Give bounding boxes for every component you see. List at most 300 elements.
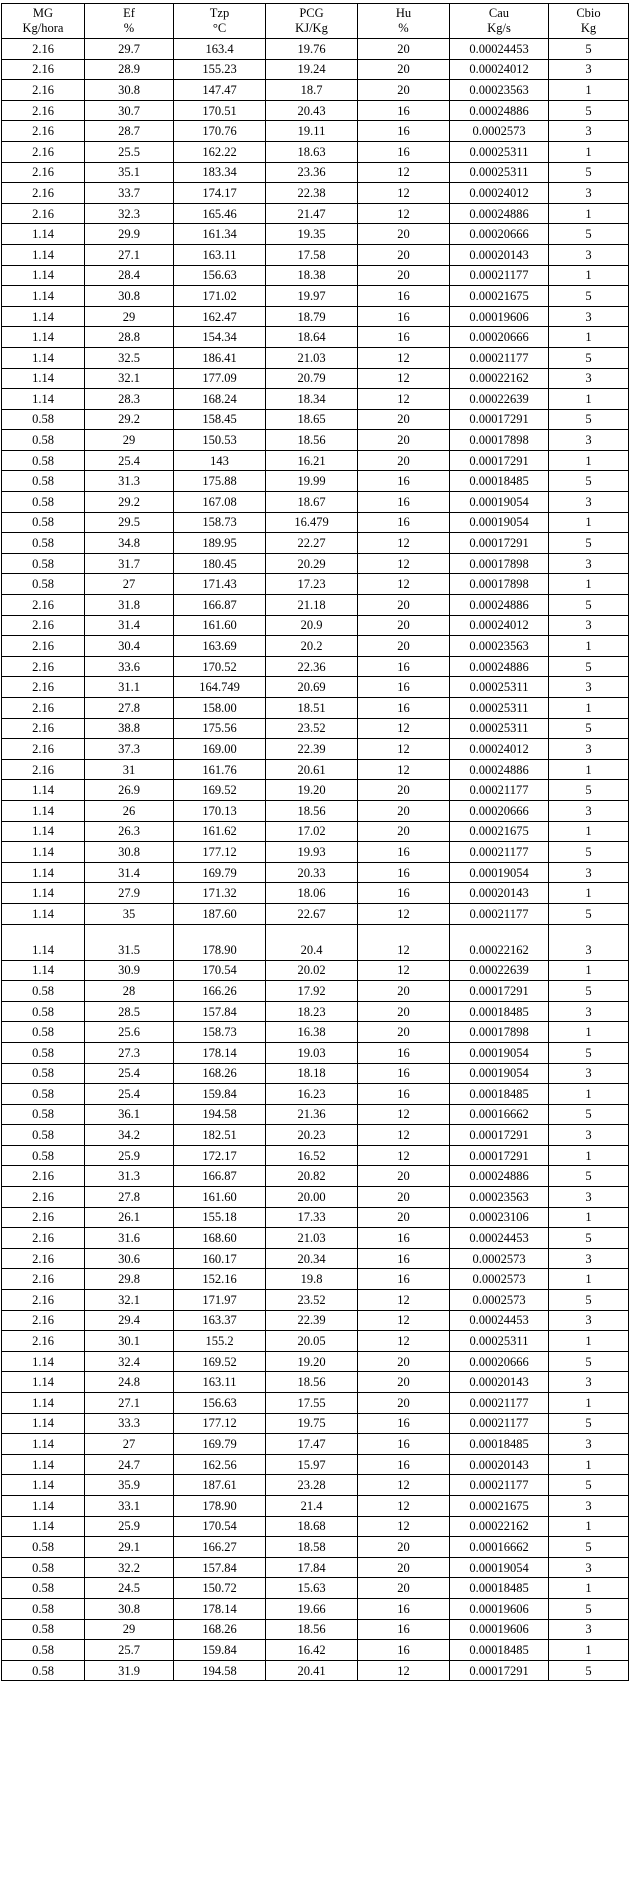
cell-mg: 0.58: [2, 1145, 85, 1166]
cell-cau: 0.00017898: [450, 574, 549, 595]
cell-pcg: 23.52: [266, 1290, 358, 1311]
cell-mg: 0.58: [2, 1001, 85, 1022]
cell-mg: 1.14: [2, 286, 85, 307]
cell-hu: 12: [358, 960, 450, 981]
cell-ef: 27.1: [85, 1393, 174, 1414]
table-row: [2, 1063, 629, 1084]
cell-mg: 0.58: [2, 471, 85, 492]
cell-cau: 0.00020666: [450, 1351, 549, 1372]
cell-pcg: 18.64: [266, 327, 358, 348]
cell-pcg: 17.55: [266, 1393, 358, 1414]
cell-cbio: 1: [549, 636, 629, 657]
header-pcg: [266, 4, 358, 39]
cell-ef: 27.8: [85, 698, 174, 719]
cell-tzp: 157.84: [174, 1001, 266, 1022]
cell-cbio: 5: [549, 1166, 629, 1187]
cell-pcg: 17.33: [266, 1207, 358, 1228]
cell-cbio: 3: [549, 1619, 629, 1640]
cell-mg: 1.14: [2, 883, 85, 904]
table-row: [2, 327, 629, 348]
cell-mg: 0.58: [2, 1063, 85, 1084]
cell-tzp: 166.87: [174, 1166, 266, 1187]
cell-ef: 32.5: [85, 347, 174, 368]
header-mg-name: MG: [32, 6, 54, 20]
table-row: [2, 862, 629, 883]
header-hu-name: Hu: [395, 6, 412, 20]
cell-ef: 25.4: [85, 450, 174, 471]
cell-cbio: 1: [549, 1516, 629, 1537]
cell-mg: 0.58: [2, 1640, 85, 1661]
table-row: [2, 368, 629, 389]
cell-pcg: 19.75: [266, 1413, 358, 1434]
cell-hu: 20: [358, 1166, 450, 1187]
cell-cau: 0.00025311: [450, 141, 549, 162]
cell-cbio: 1: [549, 80, 629, 101]
cell-tzp: 163.11: [174, 1372, 266, 1393]
cell-mg: 0.58: [2, 1042, 85, 1063]
cell-hu: 20: [358, 821, 450, 842]
table-row: [2, 1145, 629, 1166]
cell-mg: 1.14: [2, 327, 85, 348]
table-row: [2, 1475, 629, 1496]
cell-mg: 1.14: [2, 903, 85, 924]
cell-hu: 16: [358, 1413, 450, 1434]
cell-mg: 2.16: [2, 636, 85, 657]
cell-cbio: 1: [549, 1084, 629, 1105]
table-row: [2, 1413, 629, 1434]
table-row: [2, 409, 629, 430]
cell-tzp: 159.84: [174, 1640, 266, 1661]
cell-hu: 16: [358, 1269, 450, 1290]
cell-mg: 0.58: [2, 981, 85, 1002]
cell-mg: 2.16: [2, 1290, 85, 1311]
cell-hu: 16: [358, 1084, 450, 1105]
table-row: [2, 471, 629, 492]
cell-cau: 0.00024886: [450, 656, 549, 677]
cell-tzp: 175.88: [174, 471, 266, 492]
cell-cau: 0.00021177: [450, 842, 549, 863]
cell-cbio: 5: [549, 1537, 629, 1558]
table-row: [2, 1351, 629, 1372]
table-row: [2, 1557, 629, 1578]
table-row: [2, 533, 629, 554]
cell-cau: 0.00017291: [450, 409, 549, 430]
table-row: [2, 1187, 629, 1208]
cell-cau: 0.00017898: [450, 1022, 549, 1043]
cell-cau: 0.00025311: [450, 162, 549, 183]
header-cbio: [549, 4, 629, 39]
cell-cau: 0.00016662: [450, 1537, 549, 1558]
cell-tzp: 169.79: [174, 1434, 266, 1455]
cell-ef: 30.6: [85, 1248, 174, 1269]
cell-mg: 1.14: [2, 924, 85, 960]
cell-pcg: 20.69: [266, 677, 358, 698]
cell-cbio: 3: [549, 862, 629, 883]
cell-ef: 28.9: [85, 59, 174, 80]
cell-pcg: 18.58: [266, 1537, 358, 1558]
cell-cau: 0.00020666: [450, 224, 549, 245]
cell-pcg: 22.27: [266, 533, 358, 554]
cell-pcg: 17.47: [266, 1434, 358, 1455]
cell-cau: 0.00018485: [450, 1434, 549, 1455]
header-ef: [85, 4, 174, 39]
cell-cau: 0.00020143: [450, 244, 549, 265]
cell-hu: 16: [358, 1619, 450, 1640]
table-row: [2, 512, 629, 533]
cell-pcg: 18.51: [266, 698, 358, 719]
table-row: [2, 780, 629, 801]
cell-mg: 2.16: [2, 59, 85, 80]
cell-hu: 12: [358, 903, 450, 924]
table-row: [2, 903, 629, 924]
cell-cbio: 1: [549, 1640, 629, 1661]
cell-hu: 20: [358, 80, 450, 101]
cell-tzp: 162.22: [174, 141, 266, 162]
table-row: [2, 265, 629, 286]
cell-mg: 1.14: [2, 1434, 85, 1455]
cell-ef: 31.3: [85, 471, 174, 492]
cell-hu: 16: [358, 1434, 450, 1455]
cell-ef: 33.3: [85, 1413, 174, 1434]
cell-tzp: 168.26: [174, 1619, 266, 1640]
cell-ef: 29.2: [85, 492, 174, 513]
cell-cau: 0.00017291: [450, 1660, 549, 1681]
cell-tzp: 194.58: [174, 1660, 266, 1681]
cell-cbio: 1: [549, 327, 629, 348]
cell-tzp: 169.79: [174, 862, 266, 883]
cell-ef: 29.4: [85, 1310, 174, 1331]
cell-mg: 2.16: [2, 698, 85, 719]
table-row: [2, 595, 629, 616]
cell-mg: 2.16: [2, 656, 85, 677]
cell-cau: 0.00024886: [450, 1166, 549, 1187]
cell-pcg: 23.52: [266, 718, 358, 739]
cell-hu: 20: [358, 244, 450, 265]
cell-cbio: 3: [549, 1001, 629, 1022]
table-row: [2, 739, 629, 760]
cell-cbio: 5: [549, 1042, 629, 1063]
cell-tzp: 174.17: [174, 183, 266, 204]
cell-tzp: 150.72: [174, 1578, 266, 1599]
table-row: [2, 286, 629, 307]
cell-cbio: 3: [549, 121, 629, 142]
table-row: [2, 924, 629, 960]
cell-tzp: 171.43: [174, 574, 266, 595]
cell-hu: 20: [358, 981, 450, 1002]
cell-pcg: 17.23: [266, 574, 358, 595]
cell-hu: 16: [358, 306, 450, 327]
cell-pcg: 21.36: [266, 1104, 358, 1125]
cell-hu: 20: [358, 780, 450, 801]
cell-hu: 20: [358, 615, 450, 636]
cell-ef: 35.1: [85, 162, 174, 183]
cell-mg: 1.14: [2, 1393, 85, 1414]
cell-tzp: 162.56: [174, 1454, 266, 1475]
cell-tzp: 164.749: [174, 677, 266, 698]
cell-hu: 20: [358, 1001, 450, 1022]
cell-mg: 0.58: [2, 1104, 85, 1125]
table-row: [2, 1454, 629, 1475]
cell-mg: 0.58: [2, 1022, 85, 1043]
cell-hu: 16: [358, 141, 450, 162]
cell-cau: 0.00021177: [450, 1475, 549, 1496]
cell-cbio: 1: [549, 960, 629, 981]
table-row: [2, 203, 629, 224]
cell-tzp: 166.27: [174, 1537, 266, 1558]
cell-tzp: 166.26: [174, 981, 266, 1002]
table-body: [2, 39, 629, 1681]
cell-hu: 16: [358, 512, 450, 533]
cell-cbio: 5: [549, 1413, 629, 1434]
cell-hu: 16: [358, 1063, 450, 1084]
cell-cbio: 5: [549, 286, 629, 307]
cell-ef: 34.2: [85, 1125, 174, 1146]
table-row: [2, 1537, 629, 1558]
cell-pcg: 18.56: [266, 1372, 358, 1393]
cell-pcg: 21.18: [266, 595, 358, 616]
table-row: [2, 1516, 629, 1537]
cell-hu: 12: [358, 347, 450, 368]
cell-ef: 26.9: [85, 780, 174, 801]
cell-mg: 0.58: [2, 533, 85, 554]
table-row: [2, 821, 629, 842]
cell-pcg: 17.58: [266, 244, 358, 265]
cell-cau: 0.00019054: [450, 1557, 549, 1578]
cell-hu: 16: [358, 471, 450, 492]
cell-pcg: 15.97: [266, 1454, 358, 1475]
cell-mg: 2.16: [2, 100, 85, 121]
cell-mg: 0.58: [2, 1598, 85, 1619]
cell-cau: 0.00023563: [450, 80, 549, 101]
cell-ef: 28.4: [85, 265, 174, 286]
cell-cbio: 3: [549, 430, 629, 451]
cell-pcg: 20.4: [266, 924, 358, 960]
table-row: [2, 1269, 629, 1290]
cell-cau: 0.00021177: [450, 780, 549, 801]
cell-ef: 27: [85, 574, 174, 595]
cell-hu: 12: [358, 203, 450, 224]
cell-mg: 2.16: [2, 39, 85, 60]
cell-cau: 0.00019054: [450, 1063, 549, 1084]
table-row: [2, 347, 629, 368]
cell-hu: 20: [358, 409, 450, 430]
cell-ef: 24.8: [85, 1372, 174, 1393]
header-cbio-name: Cbio: [576, 6, 601, 20]
cell-cbio: 5: [549, 1104, 629, 1125]
cell-ef: 33.6: [85, 656, 174, 677]
cell-mg: 1.14: [2, 1516, 85, 1537]
cell-ef: 29.9: [85, 224, 174, 245]
cell-pcg: 19.20: [266, 780, 358, 801]
cell-pcg: 21.03: [266, 1228, 358, 1249]
cell-tzp: 168.60: [174, 1228, 266, 1249]
cell-pcg: 20.00: [266, 1187, 358, 1208]
cell-cbio: 1: [549, 389, 629, 410]
cell-cbio: 3: [549, 1372, 629, 1393]
table-row: [2, 389, 629, 410]
cell-cbio: 3: [549, 924, 629, 960]
cell-tzp: 156.63: [174, 1393, 266, 1414]
table-row: [2, 1619, 629, 1640]
cell-ef: 30.8: [85, 80, 174, 101]
cell-hu: 12: [358, 162, 450, 183]
cell-cau: 0.00018485: [450, 1001, 549, 1022]
table-row: [2, 1001, 629, 1022]
cell-ef: 27.3: [85, 1042, 174, 1063]
cell-ef: 33.1: [85, 1495, 174, 1516]
cell-ef: 31.3: [85, 1166, 174, 1187]
cell-hu: 20: [358, 800, 450, 821]
cell-ef: 35: [85, 903, 174, 924]
table-row: [2, 1042, 629, 1063]
cell-mg: 2.16: [2, 141, 85, 162]
header-hu: [358, 4, 450, 39]
cell-cau: 0.00024886: [450, 595, 549, 616]
cell-pcg: 23.36: [266, 162, 358, 183]
cell-cau: 0.0002573: [450, 1248, 549, 1269]
cell-cbio: 3: [549, 615, 629, 636]
cell-cbio: 1: [549, 450, 629, 471]
cell-ef: 31.1: [85, 677, 174, 698]
cell-pcg: 19.11: [266, 121, 358, 142]
cell-hu: 16: [358, 883, 450, 904]
cell-ef: 31.5: [85, 924, 174, 960]
cell-tzp: 147.47: [174, 80, 266, 101]
table-row: [2, 39, 629, 60]
table-row: [2, 636, 629, 657]
cell-cau: 0.00021675: [450, 286, 549, 307]
cell-pcg: 18.56: [266, 800, 358, 821]
table-row: [2, 1598, 629, 1619]
cell-hu: 16: [358, 121, 450, 142]
cell-pcg: 19.76: [266, 39, 358, 60]
cell-cbio: 5: [549, 1351, 629, 1372]
cell-cau: 0.00024453: [450, 1228, 549, 1249]
cell-pcg: 20.29: [266, 553, 358, 574]
table-row: [2, 492, 629, 513]
cell-ef: 30.1: [85, 1331, 174, 1352]
cell-hu: 20: [358, 1537, 450, 1558]
cell-ef: 25.5: [85, 141, 174, 162]
cell-ef: 26.1: [85, 1207, 174, 1228]
cell-cbio: 3: [549, 306, 629, 327]
cell-cau: 0.00024012: [450, 183, 549, 204]
cell-tzp: 170.52: [174, 656, 266, 677]
cell-cbio: 1: [549, 883, 629, 904]
cell-cau: 0.0002573: [450, 1290, 549, 1311]
cell-pcg: 17.02: [266, 821, 358, 842]
cell-cau: 0.00021675: [450, 821, 549, 842]
cell-pcg: 20.79: [266, 368, 358, 389]
cell-mg: 1.14: [2, 821, 85, 842]
cell-cau: 0.00020666: [450, 327, 549, 348]
table-row: [2, 1310, 629, 1331]
table-row: [2, 1578, 629, 1599]
cell-cbio: 1: [549, 1331, 629, 1352]
cell-pcg: 22.38: [266, 183, 358, 204]
cell-pcg: 20.33: [266, 862, 358, 883]
table-row: [2, 1660, 629, 1681]
cell-mg: 2.16: [2, 1166, 85, 1187]
cell-cau: 0.00016662: [450, 1104, 549, 1125]
cell-mg: 2.16: [2, 203, 85, 224]
cell-cau: 0.00017291: [450, 533, 549, 554]
cell-pcg: 18.38: [266, 265, 358, 286]
cell-ef: 24.5: [85, 1578, 174, 1599]
cell-cau: 0.00023563: [450, 1187, 549, 1208]
cell-mg: 2.16: [2, 1228, 85, 1249]
cell-mg: 1.14: [2, 1372, 85, 1393]
cell-mg: 1.14: [2, 265, 85, 286]
cell-ef: 30.8: [85, 1598, 174, 1619]
table-row: [2, 1207, 629, 1228]
cell-pcg: 19.99: [266, 471, 358, 492]
cell-tzp: 154.34: [174, 327, 266, 348]
cell-hu: 20: [358, 636, 450, 657]
cell-hu: 16: [358, 100, 450, 121]
cell-cbio: 5: [549, 39, 629, 60]
cell-mg: 0.58: [2, 409, 85, 430]
cell-tzp: 163.11: [174, 244, 266, 265]
cell-mg: 1.14: [2, 780, 85, 801]
cell-pcg: 18.67: [266, 492, 358, 513]
cell-tzp: 161.34: [174, 224, 266, 245]
cell-tzp: 171.02: [174, 286, 266, 307]
cell-tzp: 170.51: [174, 100, 266, 121]
cell-pcg: 20.43: [266, 100, 358, 121]
cell-ef: 29.8: [85, 1269, 174, 1290]
cell-ef: 31: [85, 759, 174, 780]
cell-cau: 0.00021177: [450, 265, 549, 286]
table-row: [2, 574, 629, 595]
cell-mg: 2.16: [2, 1248, 85, 1269]
cell-cau: 0.00017291: [450, 1145, 549, 1166]
cell-ef: 25.6: [85, 1022, 174, 1043]
cell-tzp: 178.14: [174, 1042, 266, 1063]
cell-hu: 12: [358, 1290, 450, 1311]
cell-cau: 0.00025311: [450, 1331, 549, 1352]
cell-hu: 12: [358, 1125, 450, 1146]
table-row: [2, 1331, 629, 1352]
cell-tzp: 189.95: [174, 533, 266, 554]
cell-cbio: 3: [549, 1495, 629, 1516]
cell-mg: 2.16: [2, 759, 85, 780]
cell-hu: 20: [358, 595, 450, 616]
cell-mg: 1.14: [2, 306, 85, 327]
cell-pcg: 18.23: [266, 1001, 358, 1022]
cell-mg: 1.14: [2, 368, 85, 389]
cell-cbio: 5: [549, 1660, 629, 1681]
cell-cau: 0.00020143: [450, 883, 549, 904]
cell-pcg: 15.63: [266, 1578, 358, 1599]
cell-ef: 26.3: [85, 821, 174, 842]
cell-tzp: 163.37: [174, 1310, 266, 1331]
cell-mg: 1.14: [2, 1351, 85, 1372]
cell-cbio: 1: [549, 203, 629, 224]
cell-cau: 0.00024012: [450, 59, 549, 80]
cell-tzp: 169.52: [174, 1351, 266, 1372]
cell-hu: 12: [358, 1516, 450, 1537]
cell-hu: 16: [358, 286, 450, 307]
cell-hu: 16: [358, 656, 450, 677]
cell-hu: 20: [358, 1557, 450, 1578]
cell-cbio: 1: [549, 1393, 629, 1414]
cell-pcg: 20.02: [266, 960, 358, 981]
table-row: [2, 244, 629, 265]
cell-cbio: 3: [549, 1063, 629, 1084]
cell-pcg: 19.93: [266, 842, 358, 863]
table-row: [2, 677, 629, 698]
